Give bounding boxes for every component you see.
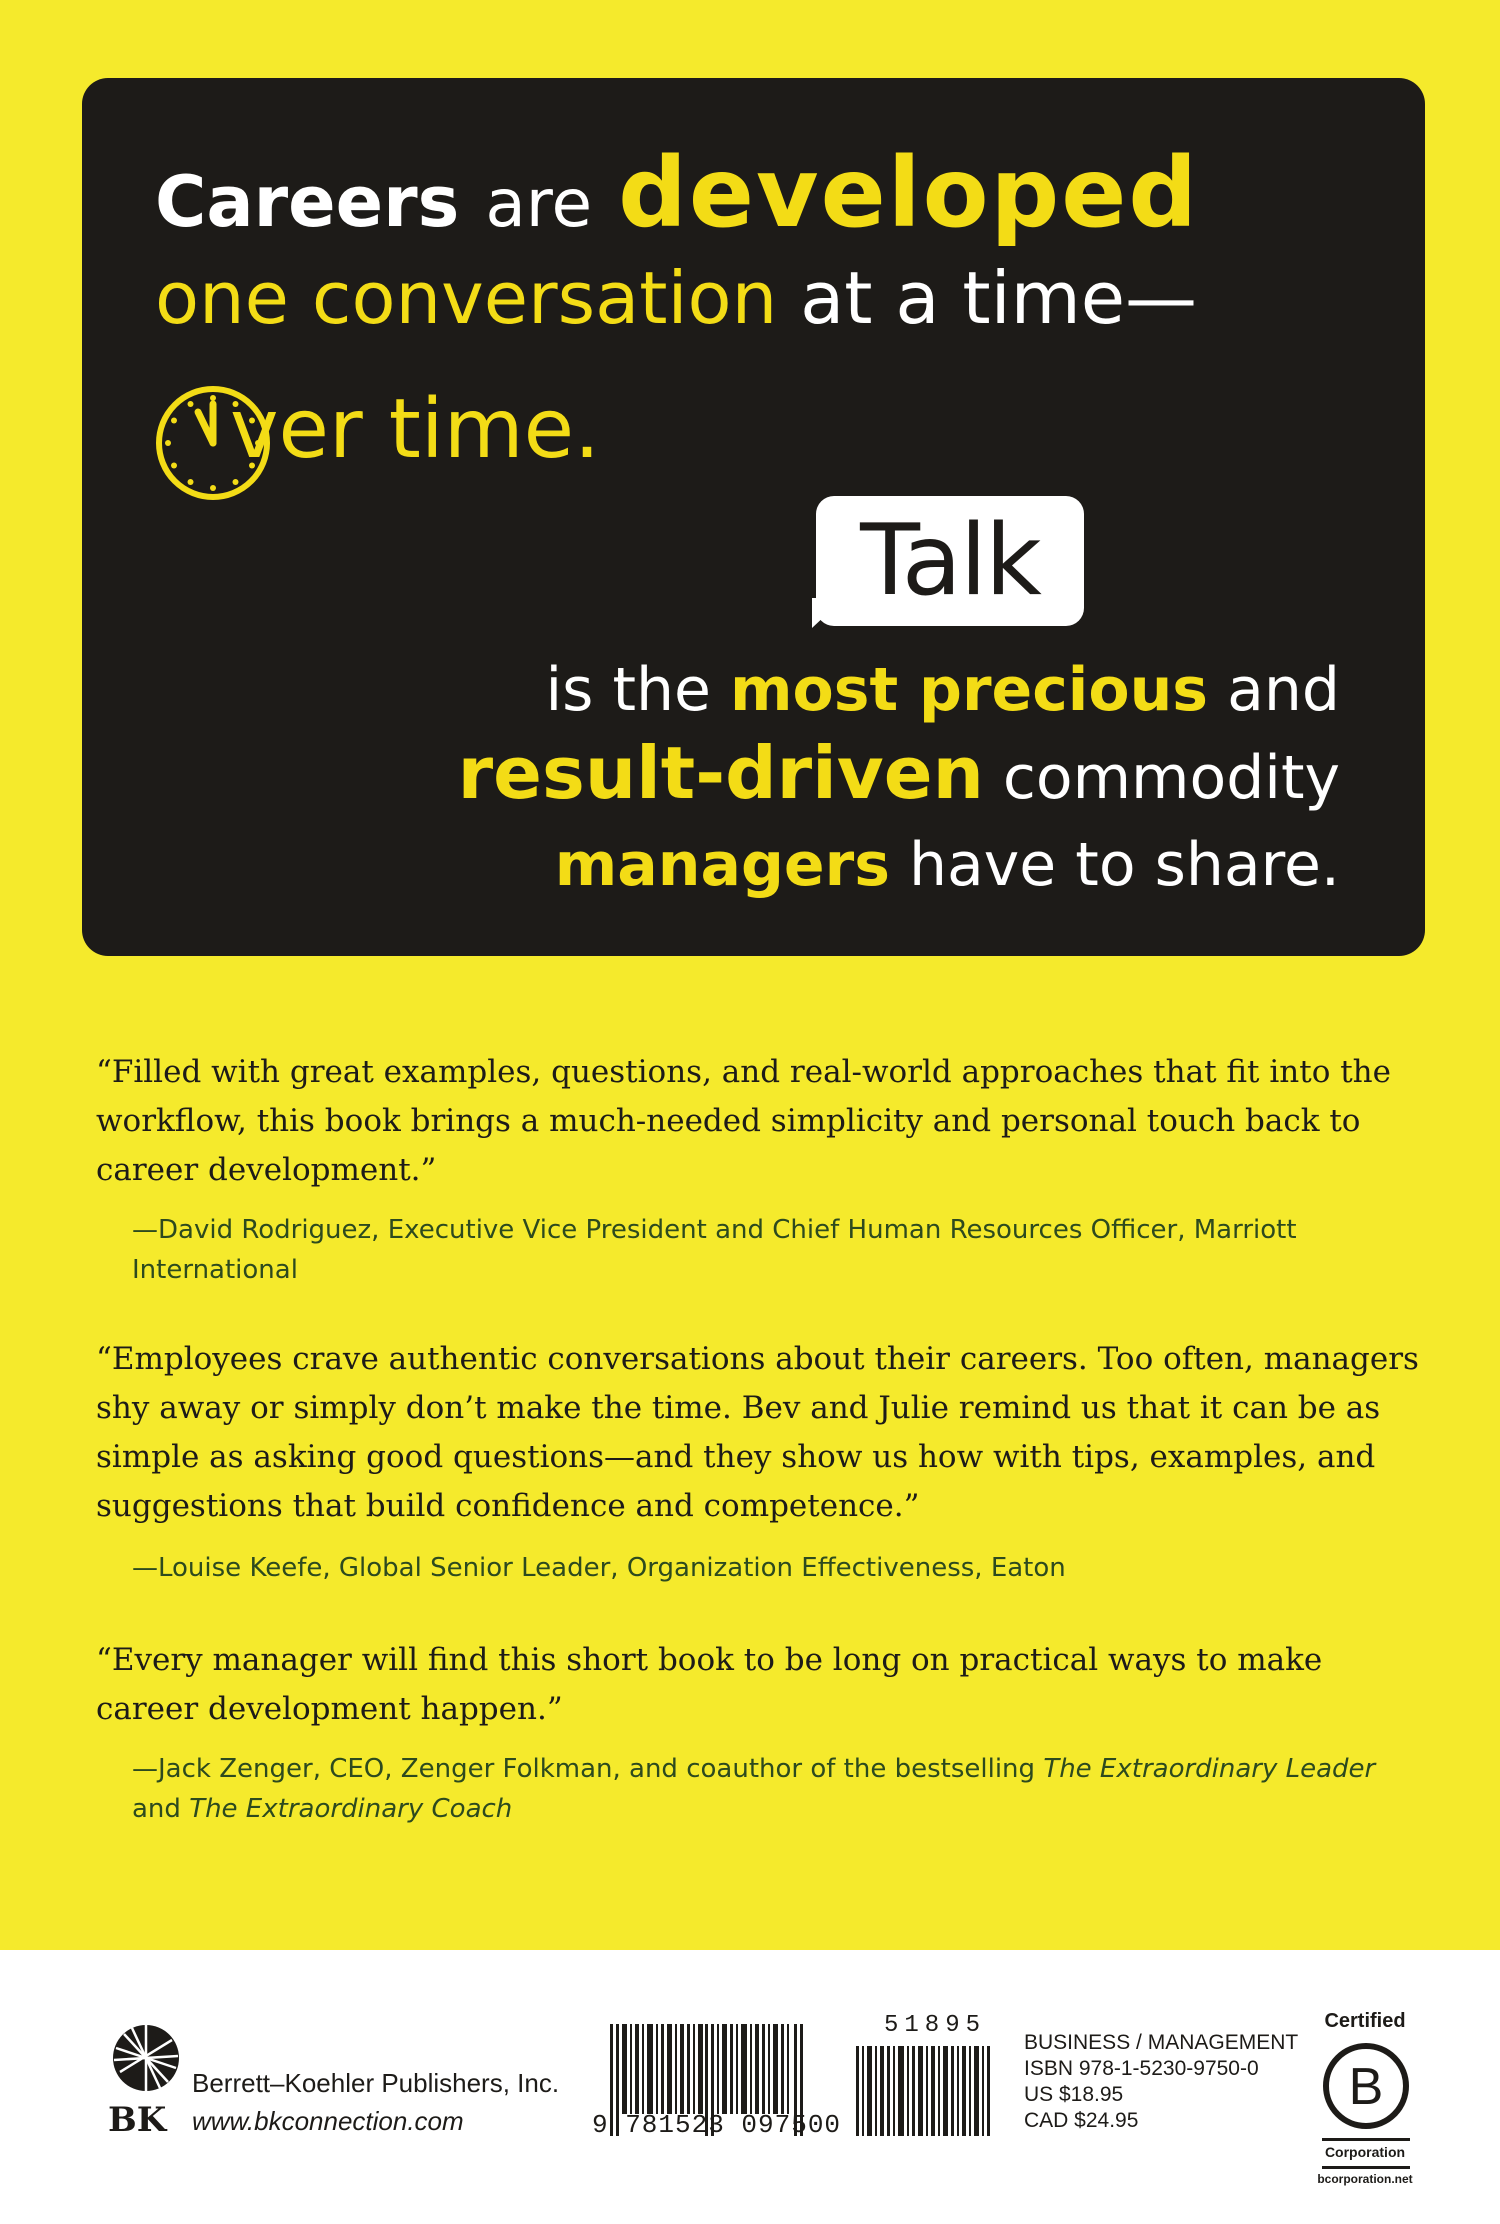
headline-word-developed: developed bbox=[618, 137, 1200, 249]
quote-2-attribution: —Louise Keefe, Global Senior Leader, Organization Effectiveness, Eaton bbox=[132, 1553, 1066, 1583]
quote-3-text: “Every manager will find this short book to be long on practical ways to make career development happen.” bbox=[96, 1642, 1323, 1727]
headline-managers: managers bbox=[554, 830, 890, 900]
quote-3-attribution-and: and bbox=[132, 1794, 190, 1824]
bcorp-divider bbox=[1322, 2138, 1410, 2141]
quote-3-attribution bbox=[132, 1749, 1422, 1829]
talk-label: Talk bbox=[860, 504, 1040, 618]
bk-globe-logo-icon bbox=[110, 2022, 182, 2094]
headline-word-are: are bbox=[485, 165, 593, 242]
headline-have-to-share: have to share. bbox=[909, 830, 1340, 900]
headline-word-careers: Careers bbox=[155, 161, 460, 243]
quote-3-attribution-author: —Jack Zenger, CEO, Zenger Folkman, and coauthor of the bestselling bbox=[132, 1754, 1044, 1784]
quote-3-book-title-2: The Extraordinary Coach bbox=[189, 1794, 513, 1824]
headline-line-6 bbox=[555, 825, 1340, 905]
quote-3-book-title-1: The Extraordinary Leader bbox=[1043, 1754, 1376, 1784]
publisher-url[interactable]: www.bkconnection.com bbox=[192, 2106, 464, 2136]
bcorp-url: bcorporation.net bbox=[1317, 2172, 1413, 2186]
barcode-addon-digits: 51895 bbox=[884, 2012, 987, 2039]
headline-line-3: ver time. bbox=[230, 382, 601, 477]
quote-2-text: “Employees crave authentic conversations about their careers. Too often, managers shy away or simply don’t make the time. Bev and Julie remind us that it can be as simple as asking good questions—and they show us how with tips, examples, and suggestions that build confidence and competence.” bbox=[96, 1341, 1419, 1524]
isbn-label: ISBN 978-1-5230-9750-0 bbox=[1024, 2057, 1259, 2080]
headline-result-driven: result-driven bbox=[457, 731, 984, 815]
quote-1-attribution: —David Rodriguez, Executive Vice President and Chief Human Resources Officer, Marriott International bbox=[132, 1215, 1297, 1285]
headline-is-the: is the bbox=[545, 655, 711, 725]
publisher-name: Berrett–Koehler Publishers, Inc. bbox=[192, 2068, 560, 2098]
book-metadata bbox=[1024, 2030, 1298, 2134]
us-price: US $18.95 bbox=[1024, 2083, 1124, 2106]
headline-line-4 bbox=[545, 650, 1340, 730]
category-label: BUSINESS / MANAGEMENT bbox=[1024, 2031, 1299, 2054]
barcode-main-digits: 9 781523 097500 bbox=[592, 2110, 842, 2140]
cad-price: CAD $24.95 bbox=[1024, 2109, 1139, 2132]
bcorp-certified-label: Certified bbox=[1324, 2010, 1406, 2032]
headline-line-1 bbox=[155, 138, 1199, 259]
bk-monogram: BK bbox=[108, 2100, 167, 2140]
bcorp-divider-2 bbox=[1322, 2166, 1410, 2169]
headline-line-5 bbox=[458, 728, 1340, 823]
bcorp-b-logo-icon bbox=[1320, 2040, 1412, 2132]
headline-most-precious: most precious bbox=[729, 655, 1209, 725]
headline-line-2 bbox=[155, 248, 1197, 348]
headline-and: and bbox=[1227, 655, 1340, 725]
headline-at-a-time: at a time— bbox=[800, 256, 1198, 340]
quote-1-text: “Filled with great examples, questions, and real-world approaches that fit into the workflow, this book brings a much-needed simplicity and personal touch back to career development.” bbox=[96, 1054, 1391, 1188]
bcorp-b-letter: B bbox=[1348, 2058, 1384, 2116]
headline-one-conversation: one conversation bbox=[155, 256, 778, 340]
bcorp-corporation-label: Corporation bbox=[1324, 2144, 1406, 2160]
headline-commodity: commodity bbox=[1002, 743, 1340, 813]
